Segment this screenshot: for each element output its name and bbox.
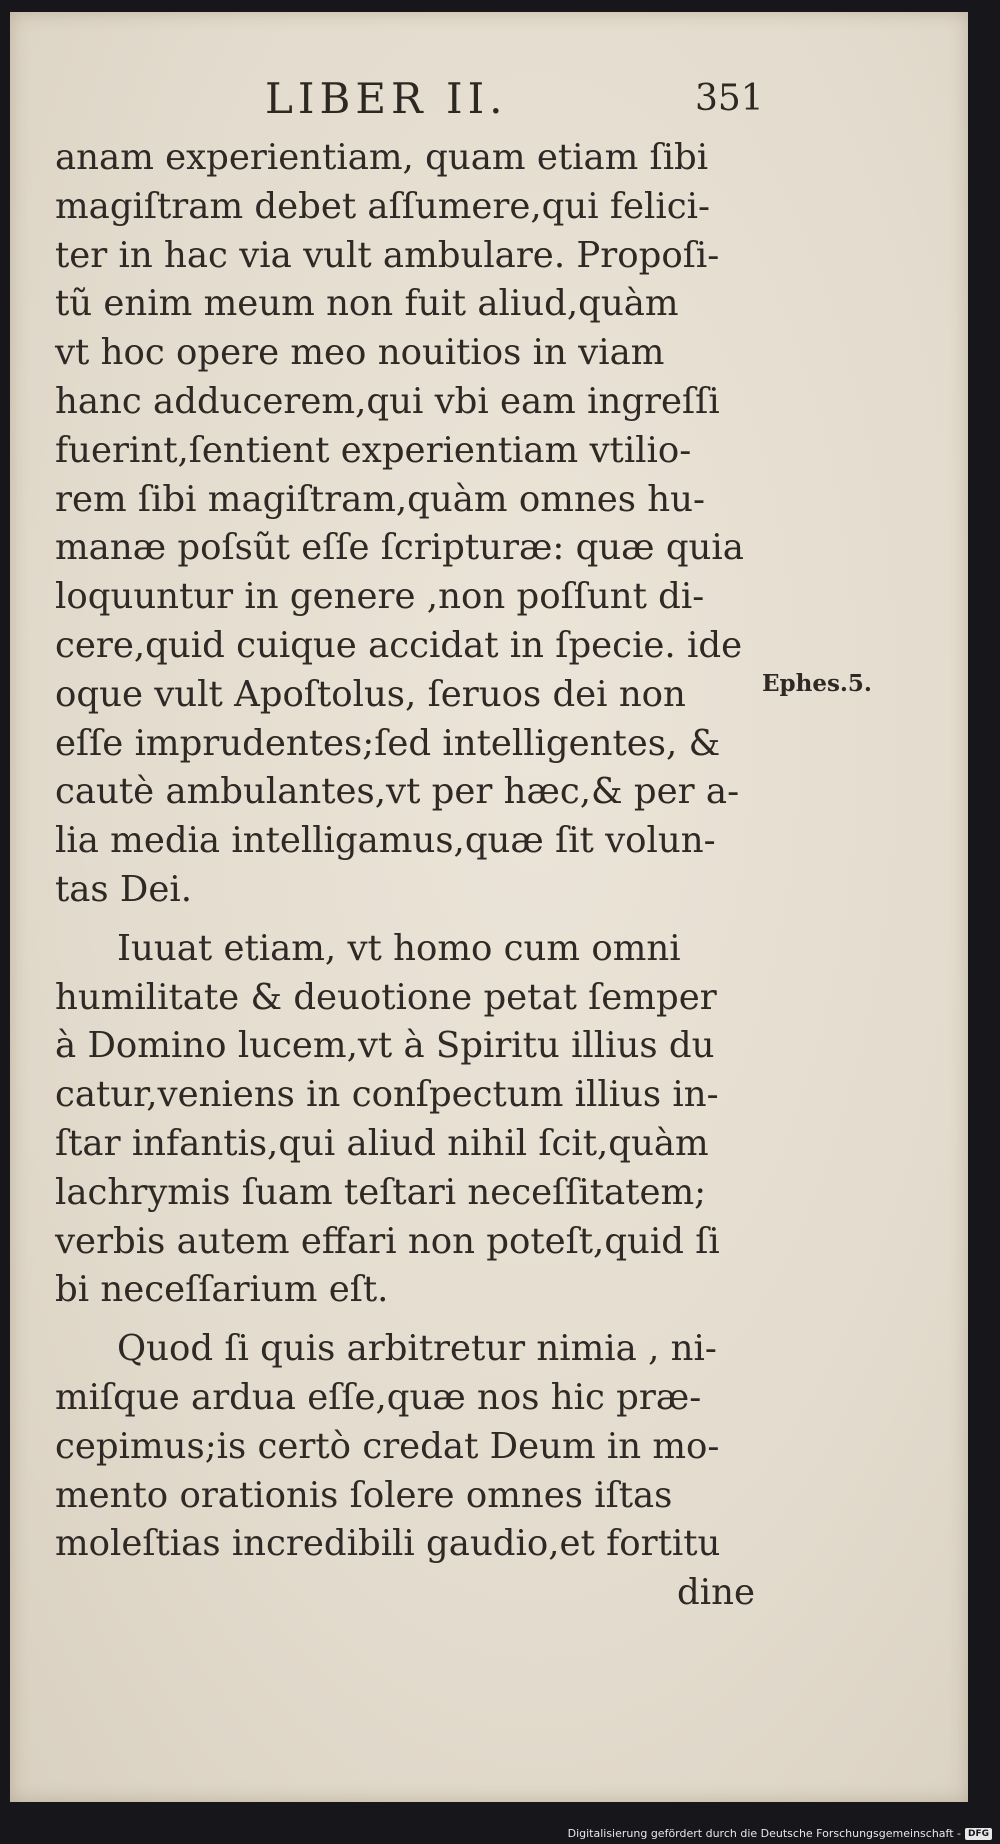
text-line: mento orationis ſolere omnes iſtas: [55, 1474, 673, 1516]
text-line: humilitate & deuotione petat ſemper: [55, 976, 717, 1018]
text-line: miſque ardua eſſe,quæ nos hic præ-: [55, 1376, 702, 1418]
text-line: anam experientiam, quam etiam ſibi: [55, 137, 709, 178]
text-line: lia media intelligamus,quæ ſit volun-: [55, 820, 716, 862]
text-line: ter in hac via vult ambulare. Propoſi-: [55, 234, 720, 276]
text-line: à Domino lucem,vt à Spiritu illius du: [55, 1025, 715, 1067]
text-line: bi neceſſarium eſt.: [55, 1269, 389, 1311]
paragraph-1: [55, 134, 755, 915]
text-line: ſtar infantis,qui aliud nihil ſcit,quàm: [55, 1122, 709, 1164]
text-line: catur,veniens in conſpectum illius in-: [55, 1074, 719, 1116]
text-line: cautè ambulantes,vt per hæc,& per a-: [55, 771, 740, 813]
text-line: tas Dei.: [55, 868, 193, 910]
paragraph-3: [55, 1325, 755, 1618]
text-line: oque vult Apoſtolus, ſeruos dei non: [55, 673, 686, 715]
marginal-note: Ephes.5.: [762, 670, 872, 697]
text-line: cere,quid cuique accidat in ſpecie. ide: [55, 624, 743, 666]
text-line: fuerint,ſentient experientiam vtilio-: [55, 429, 692, 471]
text-line: verbis autem effari non poteſt,quid ſi: [55, 1220, 720, 1262]
text-line: magiſtram debet aſſumere,qui felici-: [55, 185, 710, 227]
credit-text: Digitalisierung gefördert durch die Deutsche Forschungsgemeinschaft -: [567, 1827, 961, 1840]
text-line: manæ poſsũt eſſe ſcripturæ: quæ quia: [55, 527, 744, 569]
text-line: Iuuat etiam, vt homo cum omni: [117, 927, 681, 969]
page-number: 351: [695, 78, 764, 119]
text-line: loquuntur in genere ,non poſſunt di-: [55, 576, 705, 618]
text-line: eſſe imprudentes;ſed intelligentes, &: [55, 722, 721, 764]
text-line: tũ enim meum non fuit aliud,quàm: [55, 283, 679, 325]
book-page: [10, 12, 968, 1802]
running-title: LIBER II.: [265, 74, 508, 123]
text-line: rem ſibi magiſtram,quàm omnes hu-: [55, 478, 706, 520]
catchword: dine: [677, 1572, 755, 1614]
page-header: [10, 74, 968, 134]
text-line: vt hoc opere meo nouitios in viam: [55, 332, 665, 374]
text-line: cepimus;is certò credat Deum in mo-: [55, 1425, 720, 1467]
text-line: moleſtias incredibili gaudio,et fortitu: [55, 1523, 721, 1565]
main-text: [55, 134, 755, 1618]
text-line: hanc adducerem,qui vbi eam ingreſſi: [55, 380, 720, 422]
dfg-logo-icon: DFG: [965, 1828, 992, 1840]
paragraph-2: [55, 925, 755, 1315]
text-line: lachrymis ſuam teſtari neceſſitatem;: [55, 1171, 707, 1213]
text-line: Quod ſi quis arbitretur nimia , ni-: [117, 1328, 717, 1370]
digitization-credit: [568, 1827, 992, 1840]
